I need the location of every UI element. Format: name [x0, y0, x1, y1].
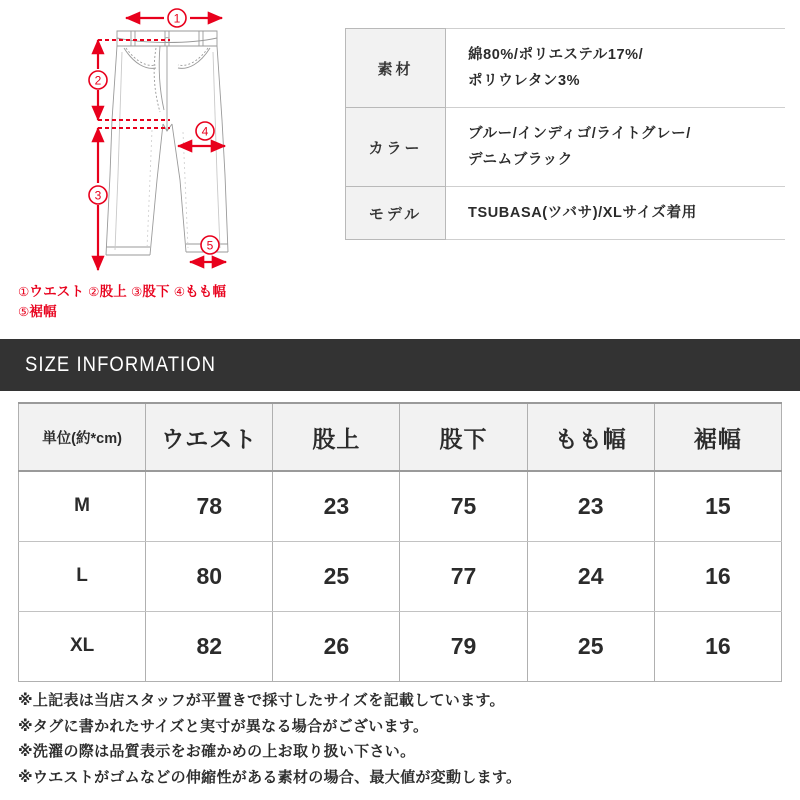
- legend-num-3: ③: [130, 285, 143, 299]
- size-name-l: L: [19, 541, 146, 611]
- note-3: ※洗濯の際は品質表示をお確かめの上お取り扱い下さい。: [18, 743, 416, 760]
- svg-text:5: 5: [206, 238, 214, 253]
- legend-num-5: ⑤: [18, 305, 30, 319]
- size-l-rise: 25: [273, 541, 400, 611]
- size-xl-rise: 26: [273, 611, 400, 681]
- spec-value-color-line1: ブルー/インディゴ/ライトグレー/: [468, 126, 691, 142]
- pants-diagram: [0, 0, 333, 333]
- legend-num-2: ②: [88, 285, 100, 299]
- spec-label-model: モデル: [346, 187, 446, 240]
- legend-label-5: 裾幅: [29, 304, 57, 319]
- size-m-thigh: 23: [527, 471, 654, 541]
- size-m-waist: 78: [146, 471, 273, 541]
- svg-text:3: 3: [94, 188, 102, 203]
- size-header-thigh: もも幅: [527, 403, 654, 471]
- legend-num-1: ①: [18, 285, 30, 299]
- size-information-table: [18, 402, 782, 682]
- spec-label-material: 素材: [346, 29, 446, 108]
- size-xl-hem: 16: [654, 611, 781, 681]
- size-header-inseam: 股下: [400, 403, 527, 471]
- size-name-m: M: [19, 471, 146, 541]
- size-l-thigh: 24: [527, 541, 654, 611]
- size-xl-waist: 82: [146, 611, 273, 681]
- table-row: [19, 611, 782, 681]
- measure-arrows: [98, 18, 226, 270]
- svg-text:4: 4: [201, 124, 209, 139]
- top-section: [0, 0, 800, 333]
- size-l-hem: 16: [654, 541, 781, 611]
- size-header-unit: 単位(約*cm): [19, 403, 146, 471]
- spec-value-color: [446, 108, 786, 187]
- legend-num-4: ④: [173, 285, 186, 299]
- spec-value-model: [446, 187, 786, 240]
- size-l-inseam: 77: [400, 541, 527, 611]
- spec-value-material-line1: 綿80%/ポリエステル17%/: [468, 47, 644, 63]
- legend-item-5: [18, 304, 57, 319]
- spec-value-material-line2: ポリウレタン3%: [468, 73, 581, 89]
- size-xl-thigh: 25: [527, 611, 654, 681]
- note-1: ※上記表は当店スタッフが平置きで採寸したサイズを記載しています。: [18, 692, 505, 709]
- svg-text:2: 2: [94, 73, 102, 88]
- size-header-waist: ウエスト: [146, 403, 273, 471]
- legend-item-4: [174, 284, 227, 299]
- product-spec-table: [345, 28, 785, 240]
- size-name-xl: XL: [19, 611, 146, 681]
- spec-label-color: カラー: [346, 108, 446, 187]
- note-2: ※タグに書かれたサイズと実寸が異なる場合がございます。: [18, 717, 429, 735]
- pants-outline: [106, 31, 228, 255]
- spec-row-color: [346, 108, 786, 187]
- note-4: ※ウエストがゴムなどの伸縮性がある素材の場合、最大値が変動します。: [18, 768, 522, 786]
- spec-row-model: [346, 187, 786, 240]
- svg-text:1: 1: [173, 11, 181, 26]
- spec-value-model-line1: TSUBASA(ツバサ)/XLサイズ着用: [468, 205, 697, 221]
- spec-row-material: [346, 29, 786, 108]
- table-row: [19, 541, 782, 611]
- size-l-waist: 80: [146, 541, 273, 611]
- size-header-hem: 裾幅: [654, 403, 781, 471]
- size-xl-inseam: 79: [400, 611, 527, 681]
- legend-item-1: [18, 284, 84, 299]
- banner-title: SIZE INFORMATION: [25, 353, 217, 376]
- legend-item-3: [131, 284, 170, 299]
- size-m-inseam: 75: [400, 471, 527, 541]
- pants-illustration-svg: [0, 0, 333, 280]
- legend-label-2: 股上: [99, 284, 127, 299]
- legend-item-2: [88, 284, 127, 299]
- size-table-header-row: [19, 403, 782, 471]
- legend-label-1: ウエスト: [29, 284, 85, 299]
- measurement-legend: [18, 282, 328, 322]
- legend-label-3: 股下: [142, 284, 170, 299]
- legend-label-4: もも幅: [185, 284, 227, 299]
- table-row: [19, 471, 782, 541]
- spec-value-material: [446, 29, 786, 108]
- size-information-banner: [0, 339, 800, 391]
- size-m-hem: 15: [654, 471, 781, 541]
- footer-notes: [18, 688, 788, 790]
- spec-value-color-line2: デニムブラック: [468, 152, 573, 168]
- size-m-rise: 23: [273, 471, 400, 541]
- size-header-rise: 股上: [273, 403, 400, 471]
